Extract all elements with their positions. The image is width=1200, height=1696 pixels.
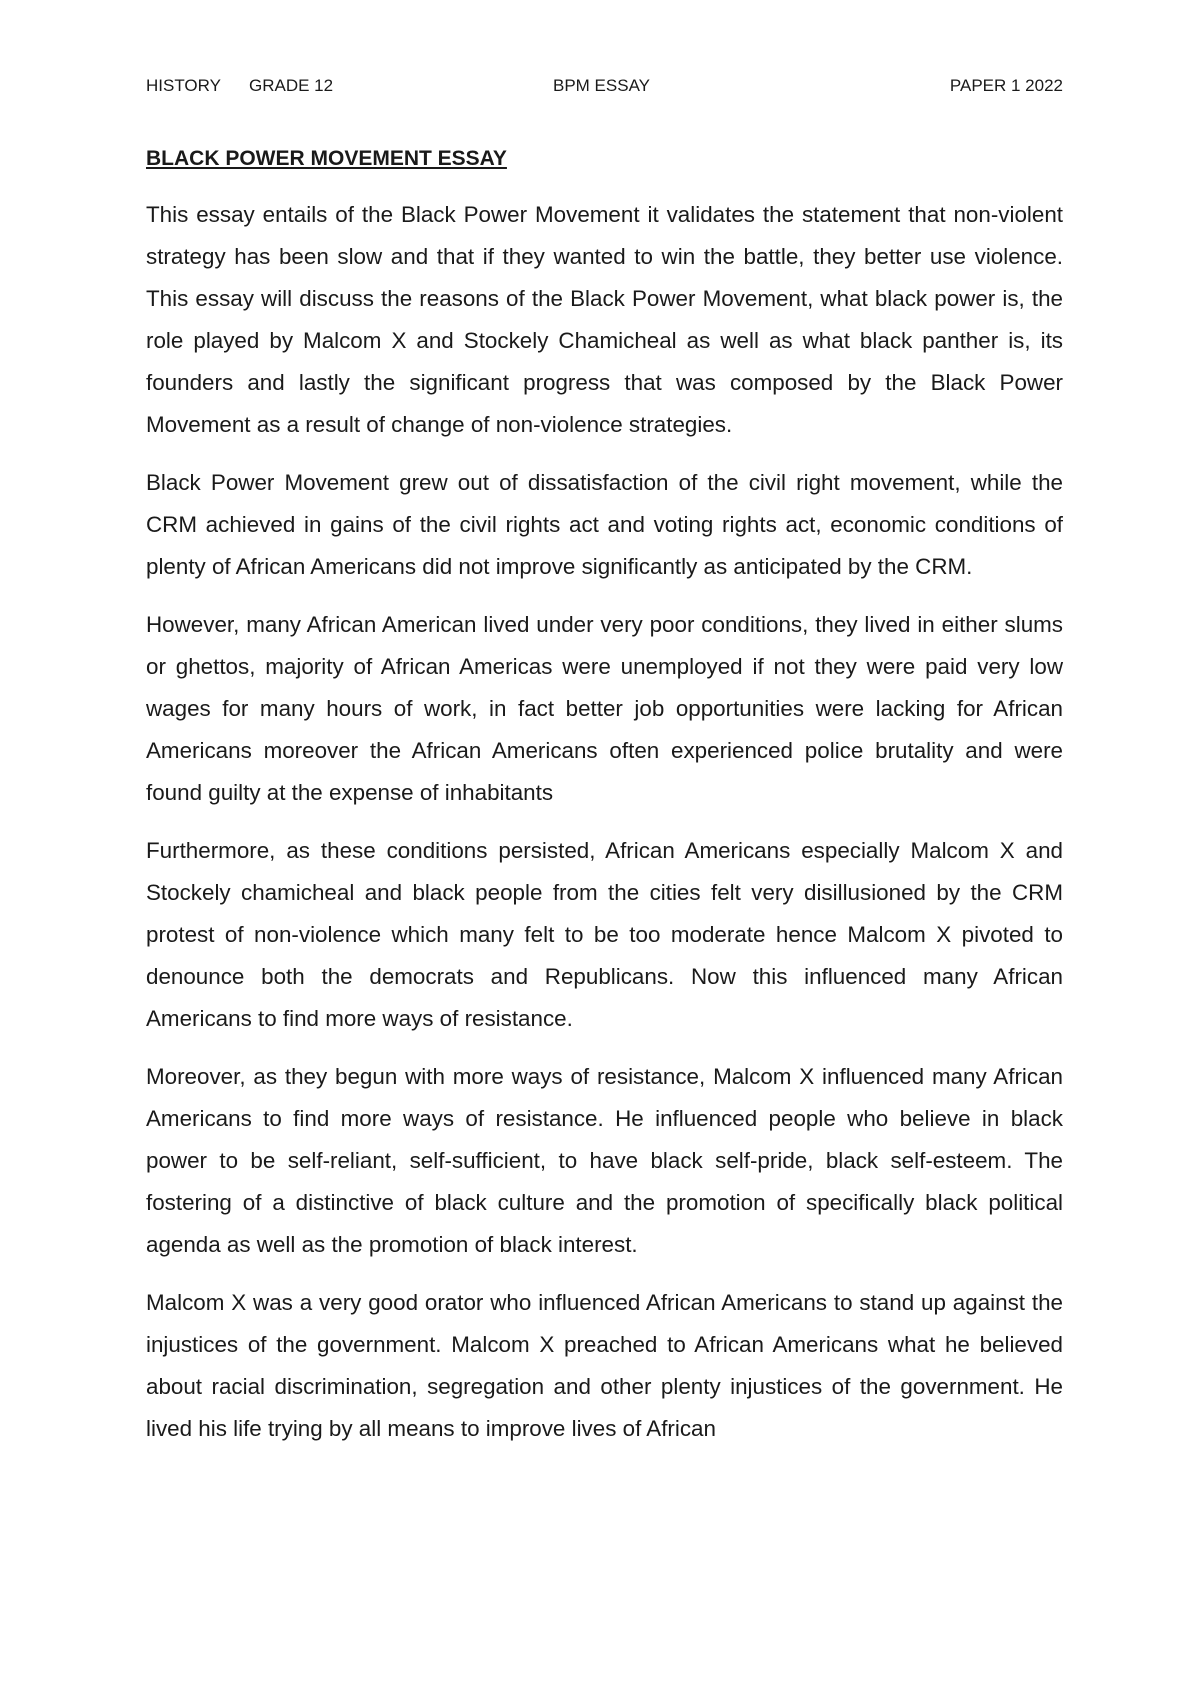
paragraph-origins: Black Power Movement grew out of dissatisfaction of the civil right movement, while the CRM achieved in gains of the civil rights act and voting rights act, economic conditions of plenty of African Americans did not improve significantly as anticipated by the CRM.	[146, 470, 1063, 579]
paragraph-malcom-x: Malcom X was a very good orator who influenced African Americans to stand up against the injustices of the government. Malcom X preached to African Americans what he believed about racial discrimination, segregation and other plenty injustices of the government. He lived his life trying by all means to improve lives of African	[146, 1290, 1063, 1441]
page-header	[146, 76, 1063, 100]
essay-body	[146, 144, 1063, 1466]
paragraph-disillusionment: Furthermore, as these conditions persisted, African Americans especially Malcom X and Stockely chamicheal and black people from the cities felt very disillusioned by the CRM protest of non-violence which many felt to be too moderate hence Malcom X pivoted to denounce both the democrats and Republicans. Now this influenced many African Americans to find more ways of resistance.	[146, 838, 1063, 1031]
essay-title: BLACK POWER MOVEMENT ESSAY	[146, 147, 507, 170]
paragraph-introduction: This essay entails of the Black Power Movement it validates the statement that non-violent strategy has been slow and that if they wanted to win the battle, they better use violence. This essay will discuss the reasons of the Black Power Movement, what black power is, the role played by Malcom X and Stockely Chamicheal as well as what black panther is, its founders and lastly the significant progress that was composed by the Black Power Movement as a result of change of non-violence strategies.	[146, 202, 1063, 437]
header-title: BPM ESSAY	[553, 76, 650, 95]
header-grade: GRADE 12	[249, 76, 334, 95]
header-paper: PAPER 1 2022	[949, 76, 1063, 95]
paragraph-resistance: Moreover, as they begun with more ways of resistance, Malcom X influenced many African Americans to find more ways of resistance. He influenced people who believe in black power to be self-reliant, self-sufficient, to have black self-pride, black self-esteem. The fostering of a distinctive of black culture and the promotion of specifically black political agenda as well as the promotion of black interest.	[146, 1064, 1063, 1257]
header-subject: HISTORY	[146, 76, 221, 95]
paragraph-conditions: However, many African American lived under very poor conditions, they lived in either slums or ghettos, majority of African Americas were unemployed if not they were paid very low wages for many hours of work, in fact better job opportunities were lacking for African Americans moreover the African Americans often experienced police brutality and were found guilty at the expense of inhabitants	[146, 612, 1063, 805]
